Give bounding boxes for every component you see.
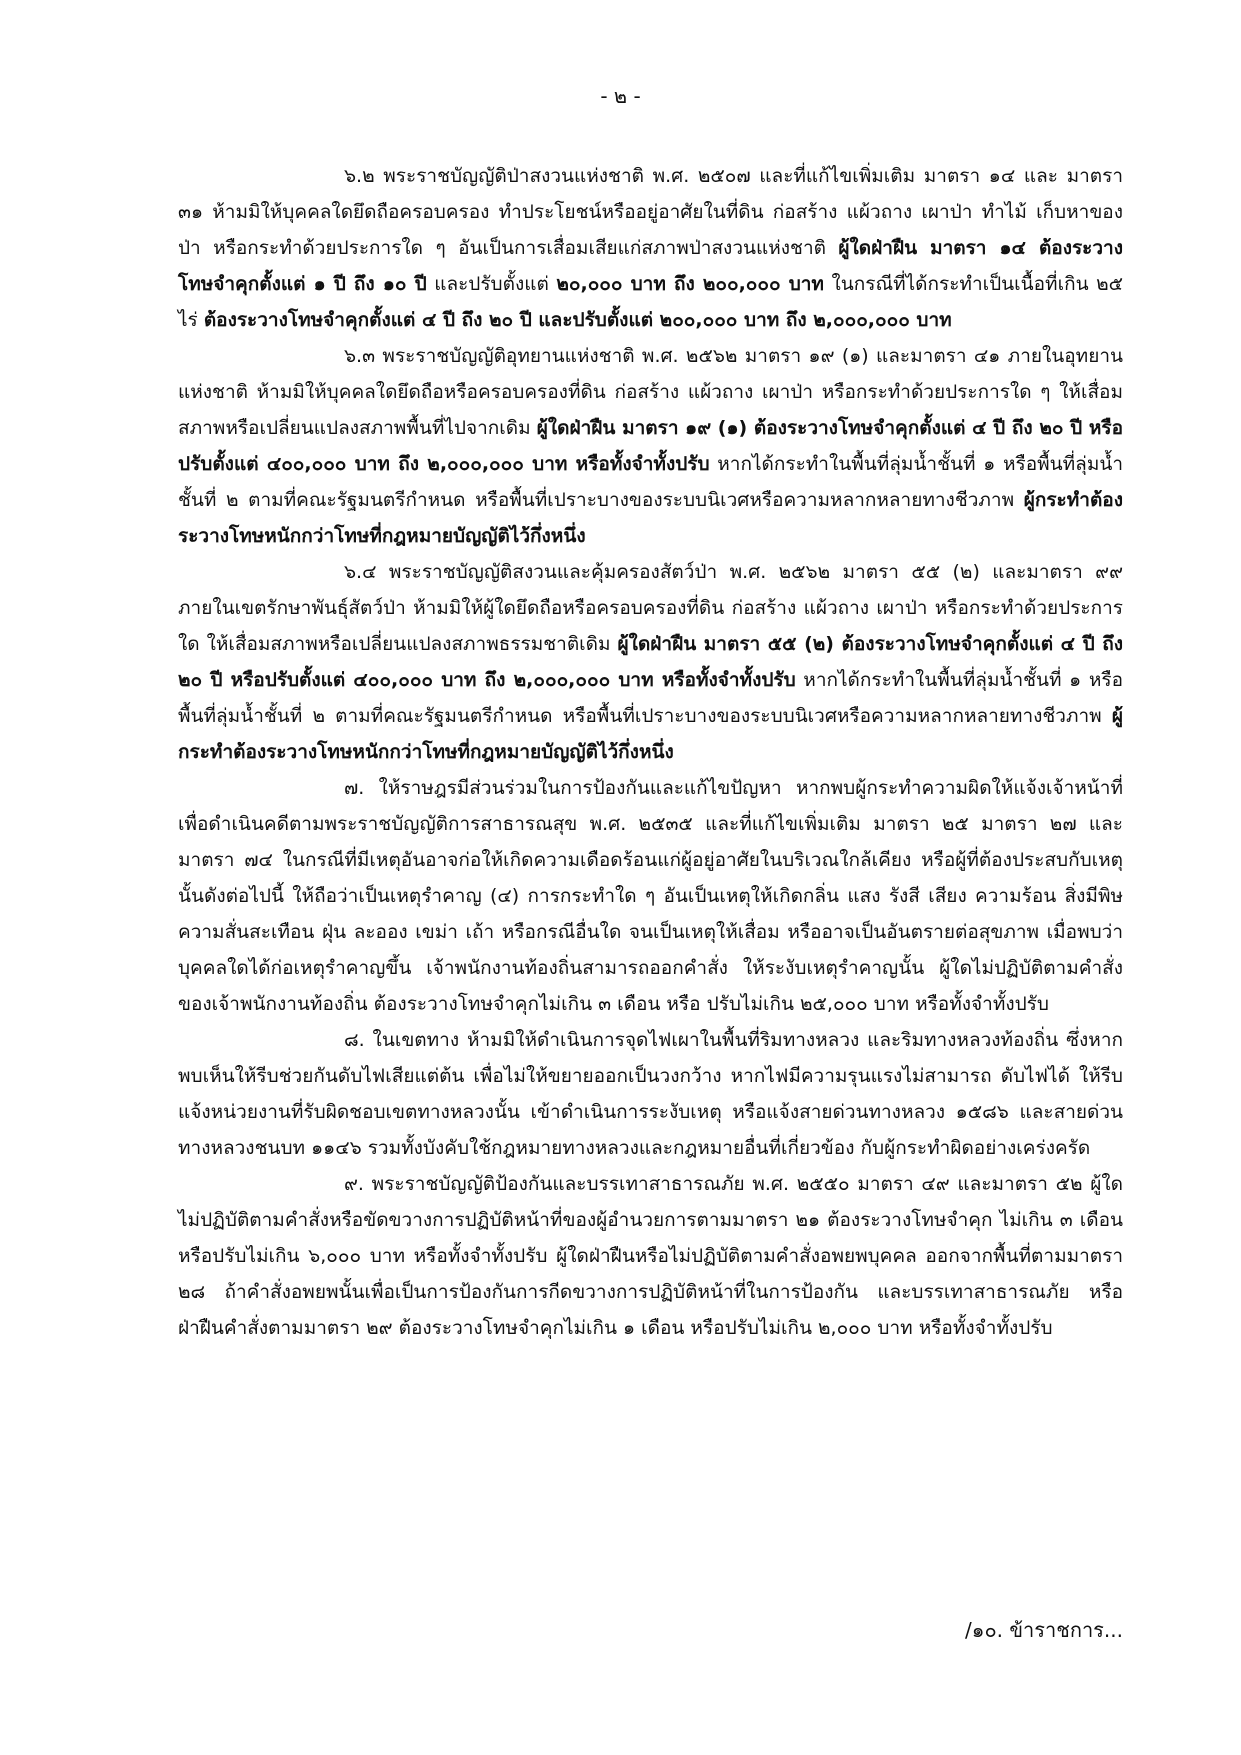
section-9-text: ๙. พระราชบัญญัติป้องกันและบรรเทาสาธารณภัย พ.ศ. ๒๕๕๐ มาตรา ๔๙ และมาตรา ๕๒ ผู้ใดไม่ปฏิบัติตามคำสั่งหรือขัดขวางการปฏิบัติหน้าที่ของผู้อำนวยการตามมาตรา ๒๑ ต้องระวางโทษจำคุก ไม่เกิน ๓ เดือนหรือปรับไม่เกิน ๖,๐๐๐ บาท หรือทั้งจำทั้งปรับ ผู้ใดฝ่าฝืนหรือไม่ปฏิบัติตามคำสั่งอพยพบุคคล ออกจากพื้นที่ตามมาตรา ๒๘ ถ้าคำสั่งอพยพนั้นเพื่อเป็นการป้องกันการกีดขวางการปฏิบัติหน้าที่ในการป้องกัน และบรรเทาสาธารณภัย หรือฝ่าฝืนคำสั่งตามมาตรา ๒๙ ต้องระวางโทษจำคุกไม่เกิน ๑ เดือน หรือปรับไม่เกิน ๒,๐๐๐ บาท หรือทั้งจำทั้งปรับ bbox=[178, 1173, 1123, 1339]
section-6-3-penalty-2: ผู้กระทำต้องระวางโทษหนักกว่าโทษที่กฎหมายบัญญัติไว้กึ่งหนึ่ง bbox=[178, 489, 1123, 547]
section-6-2 bbox=[178, 158, 1123, 338]
document-body bbox=[178, 158, 1123, 1346]
section-6-2-fine: ๒๐,๐๐๐ บาท ถึง ๒๐๐,๐๐๐ บาท bbox=[556, 273, 824, 295]
section-6-3-text: ๖.๓ พระราชบัญญัติอุทยานแห่งชาติ พ.ศ. ๒๕๖๒ มาตรา ๑๙ (๑) และมาตรา ๔๑ ภายในอุทยานแห่งชาติ ห้ามมิให้บุคคลใดยึดถือหรือครอบครองที่ดิน ก่อสร้าง แผ้วถาง เผาป่า หรือกระทำด้วยประการใด ๆ ให้เสื่อมสภาพหรือเปลี่ยนแปลงสภาพพื้นที่ไปจากเดิม bbox=[178, 345, 1123, 439]
section-8-text: ๘. ในเขตทาง ห้ามมิให้ดำเนินการจุดไฟเผาในพื้นที่ริมทางหลวง และริมทางหลวงท้องถิ่น ซึ่งหากพบเห็นให้รีบช่วยกันดับไฟเสียแต่ต้น เพื่อไม่ให้ขยายออกเป็นวงกว้าง หากไฟมีความรุนแรงไม่สามารถ ดับไฟได้ ให้รีบแจ้งหน่วยงานที่รับผิดชอบเขตทางหลวงนั้น เข้าดำเนินการระงับเหตุ หรือแจ้งสายด่วนทางหลวง ๑๕๘๖ และสายด่วนทางหลวงชนบท ๑๑๔๖ รวมทั้งบังคับใช้กฎหมายทางหลวงและกฎหมายอื่นที่เกี่ยวข้อง กับผู้กระทำผิดอย่างเคร่งครัด bbox=[178, 1029, 1123, 1159]
section-6-2-penalty: ผู้ใดฝ่าฝืน มาตรา ๑๔ ต้องระวางโทษจำคุกตั้งแต่ ๑ ปี ถึง ๑๐ ปี bbox=[178, 237, 1123, 295]
section-6-3-penalty: ผู้ใดฝ่าฝืน มาตรา ๑๙ (๑) ต้องระวางโทษจำคุกตั้งแต่ ๔ ปี ถึง ๒๐ ปี หรือปรับตั้งแต่ ๔๐๐,๐๐๐ บาท ถึง ๒,๐๐๐,๐๐๐ บาท หรือทั้งจำทั้งปรับ bbox=[178, 417, 1123, 475]
section-6-2-text-2: และปรับตั้งแต่ bbox=[426, 273, 557, 295]
section-6-2-text-3: ในกรณีที่ได้กระทำเป็นเนื้อที่เกิน ๒๕ ไร่ bbox=[178, 273, 1124, 331]
continuation-marker: /๑๐. ข้าราชการ... bbox=[965, 1618, 1123, 1642]
section-6-2-penalty-2: ต้องระวางโทษจำคุกตั้งแต่ ๔ ปี ถึง ๒๐ ปี และปรับตั้งแต่ ๒๐๐,๐๐๐ บาท ถึง ๒,๐๐๐,๐๐๐ บาท bbox=[203, 309, 952, 331]
section-6-4-penalty: ผู้ใดฝ่าฝืน มาตรา ๕๕ (๒) ต้องระวางโทษจำคุกตั้งแต่ ๔ ปี ถึง ๒๐ ปี หรือปรับตั้งแต่ ๔๐๐,๐๐๐ บาท ถึง ๒,๐๐๐,๐๐๐ บาท หรือทั้งจำทั้งปรับ bbox=[178, 633, 1123, 691]
section-6-3-text-2: หากได้กระทำในพื้นที่ลุ่มน้ำชั้นที่ ๑ หรือพื้นที่ลุ่มน้ำชั้นที่ ๒ ตามที่คณะรัฐมนตรีกำหนด หรือพื้นที่เปราะบางของระบบนิเวศหรือความหลากหลายทางชีวภาพ bbox=[178, 453, 1124, 511]
page-number: - ๒ - bbox=[600, 84, 641, 108]
section-7-text: ๗. ให้ราษฎรมีส่วนร่วมในการป้องกันและแก้ไขปัญหา หากพบผู้กระทำความผิดให้แจ้งเจ้าหน้าที่ เพื่อดำเนินคดีตามพระราชบัญญัติการสาธารณสุข พ.ศ. ๒๕๓๕ และที่แก้ไขเพิ่มเติม มาตรา ๒๕ มาตรา ๒๗ และมาตรา ๗๔ ในกรณีที่มีเหตุอันอาจก่อให้เกิดความเดือดร้อนแก่ผู้อยู่อาศัยในบริเวณใกล้เคียง หรือผู้ที่ต้องประสบกับเหตุนั้นดังต่อไปนี้ ให้ถือว่าเป็นเหตุรำคาญ (๔) การกระทำใด ๆ อันเป็นเหตุให้เกิดกลิ่น แสง รังสี เสียง ความร้อน สิ่งมีพิษ ความสั่นสะเทือน ฝุ่น ละออง เขม่า เถ้า หรือกรณีอื่นใด จนเป็นเหตุให้เสื่อม หรืออาจเป็นอันตรายต่อสุขภาพ เมื่อพบว่าบุคคลใดได้ก่อเหตุรำคาญขึ้น เจ้าพนักงานท้องถิ่นสามารถออกคำสั่ง ให้ระงับเหตุรำคาญนั้น ผู้ใดไม่ปฏิบัติตามคำสั่งของเจ้าพนักงานท้องถิ่น ต้องระวางโทษจำคุกไม่เกิน ๓ เดือน หรือ ปรับไม่เกิน ๒๕,๐๐๐ บาท หรือทั้งจำทั้งปรับ bbox=[178, 777, 1123, 1015]
section-6-4-text-2: หากได้กระทำในพื้นที่ลุ่มน้ำชั้นที่ ๑ หรือพื้นที่ลุ่มน้ำชั้นที่ ๒ ตามที่คณะรัฐมนตรีกำหนด หรือพื้นที่เปราะบางของระบบนิเวศหรือความหลากหลายทางชีวภาพ bbox=[178, 669, 1123, 727]
section-6-4 bbox=[178, 554, 1123, 770]
section-6-4-penalty-2: ผู้กระทำต้องระวางโทษหนักกว่าโทษที่กฎหมายบัญญัติไว้กึ่งหนึ่ง bbox=[178, 705, 1123, 763]
section-9 bbox=[178, 1166, 1123, 1346]
section-6-3 bbox=[178, 338, 1123, 554]
section-7 bbox=[178, 770, 1123, 1022]
section-6-4-text: ๖.๔ พระราชบัญญัติสงวนและคุ้มครองสัตว์ป่า พ.ศ. ๒๕๖๒ มาตรา ๕๕ (๒) และมาตรา ๙๙ ภายในเขตรักษาพันธุ์สัตว์ป่า ห้ามมิให้ผู้ใดยึดถือหรือครอบครองที่ดิน ก่อสร้าง แผ้วถาง เผาป่า หรือกระทำด้วยประการใด ให้เสื่อมสภาพหรือเปลี่ยนแปลงสภาพธรรมชาติเดิม bbox=[178, 561, 1123, 655]
section-8 bbox=[178, 1022, 1123, 1166]
section-6-2-text: ๖.๒ พระราชบัญญัติป่าสงวนแห่งชาติ พ.ศ. ๒๕๐๗ และที่แก้ไขเพิ่มเติม มาตรา ๑๔ และ มาตรา ๓๑ ห้ามมิให้บุคคลใดยึดถือครอบครอง ทำประโยชน์หรืออยู่อาศัยในที่ดิน ก่อสร้าง แผ้วถาง เผาป่า ทำไม้ เก็บหาของป่า หรือกระทำด้วยประการใด ๆ อันเป็นการเสื่อมเสียแก่สภาพป่าสงวนแห่งชาติ bbox=[178, 165, 1123, 259]
